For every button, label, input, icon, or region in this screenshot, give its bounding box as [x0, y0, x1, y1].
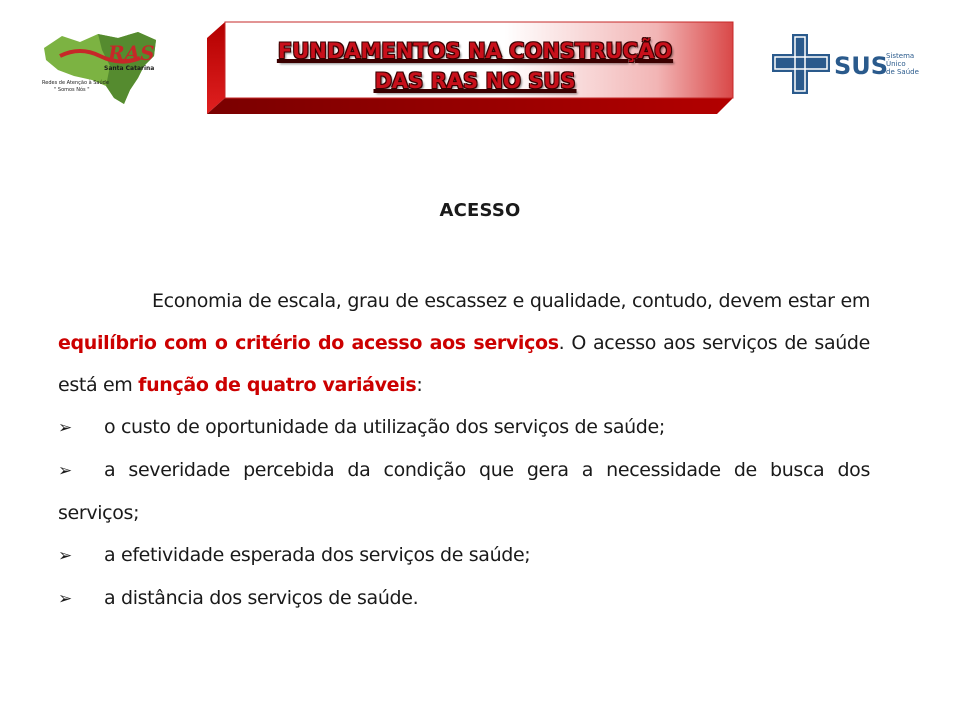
bullet-text: o custo de oportunidade da utilização dos serviços de saúde; — [104, 416, 665, 438]
para-text-1: Economia de escala, grau de escassez e qualidade, contudo, devem estar em — [152, 290, 870, 312]
section-heading: ACESSO — [439, 200, 521, 221]
page-title — [225, 24, 725, 108]
arrowhead-bullet-icon: ➢ — [58, 418, 72, 438]
highlight-variaveis: função de quatro variáveis — [138, 374, 417, 396]
arrowhead-bullet-icon: ➢ — [58, 461, 72, 481]
bullet-text: a severidade percebida da condição que gera a necessidade de busca dos serviços; — [58, 459, 870, 524]
sus-line-1: Sistema — [886, 52, 915, 60]
ras-logo — [40, 26, 162, 108]
section-body — [58, 280, 870, 620]
ras-tagline-2: " Somos Nós " — [54, 87, 90, 93]
sus-wordmark: SUS — [834, 52, 889, 80]
sus-logo — [772, 32, 932, 96]
bullet-text: a distância dos serviços de saúde. — [104, 587, 419, 609]
ras-wordmark: RAS — [108, 41, 155, 65]
list-item — [58, 449, 870, 534]
highlight-equilibrio: equilíbrio com o critério do acesso aos serviços — [58, 332, 559, 354]
bullet-text: a efetividade esperada dos serviços de saúde; — [104, 544, 531, 566]
intro-paragraph — [58, 280, 870, 406]
list-item — [58, 406, 870, 449]
title-line-1: FUNDAMENTOS NA CONSTRUÇÃO — [277, 39, 673, 63]
list-item — [58, 534, 870, 577]
title-line-2: DAS RAS NO SUS — [374, 69, 576, 93]
ras-state: Santa Catarina — [104, 65, 155, 72]
para-text-3: : — [416, 374, 423, 396]
title-banner — [207, 20, 735, 120]
ras-tagline: Redes de Atenção à Saúde — [42, 80, 109, 86]
sus-line-3: de Saúde — [886, 68, 919, 76]
arrowhead-bullet-icon: ➢ — [58, 589, 72, 609]
arrowhead-bullet-icon: ➢ — [58, 546, 72, 566]
sus-line-2: Único — [886, 60, 906, 68]
para-text-2: . O acesso aos serviços de saúde está em — [58, 332, 870, 396]
list-item — [58, 577, 870, 620]
